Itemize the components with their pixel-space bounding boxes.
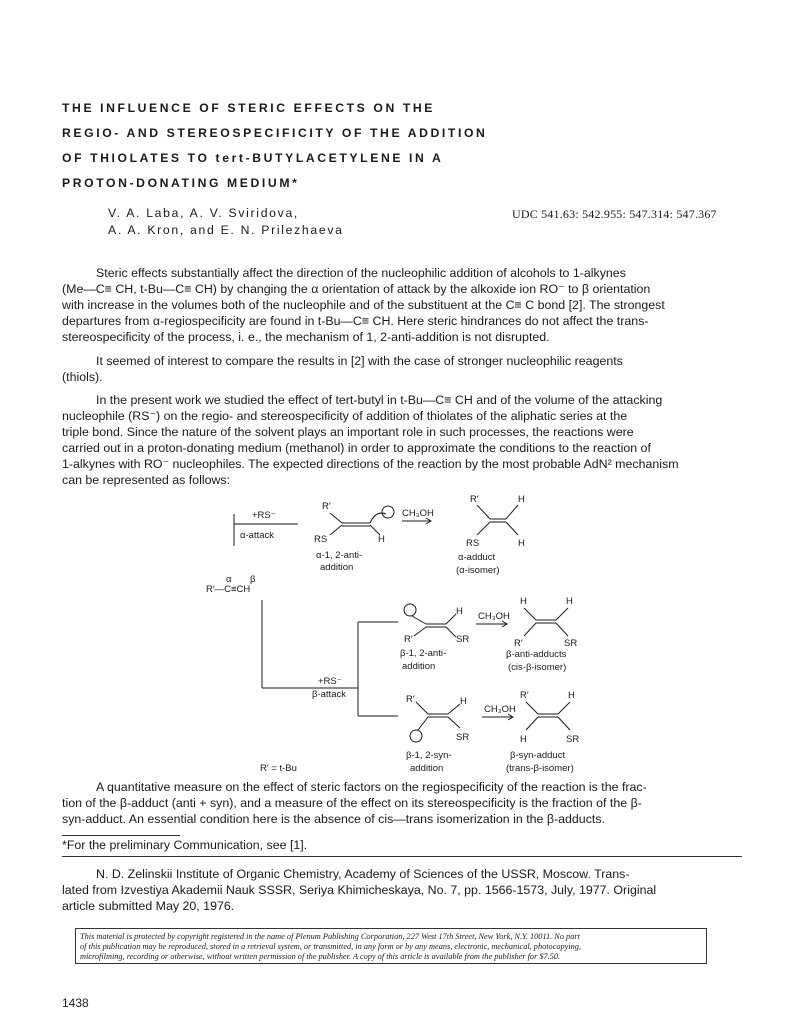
solvent-label: CH₃OH (478, 611, 510, 622)
atom-label: H (566, 596, 573, 607)
atom-label: H (378, 534, 385, 545)
atom-label: H (520, 596, 527, 607)
paragraph-2 (62, 354, 742, 386)
atom-label: RS (466, 538, 480, 549)
beta-reagent-label: +RS⁻ (318, 676, 342, 687)
text-line: (Me—C≡ CH, t-Bu—C≡ CH) by changing the α orientation of attack by the alkoxide ion RO⁻ to β orientation (62, 281, 651, 296)
alpha-adduct-label: α-adduct (458, 552, 496, 563)
beta-attack-label: β-attack (312, 689, 346, 700)
beta-syn-adduct-label: (trans-β-isomer) (506, 763, 574, 774)
paragraph-4 (62, 780, 742, 828)
atom-label: R′ (520, 690, 529, 701)
alpha-attack-label: α-attack (240, 530, 275, 541)
page-number: 1438 (62, 996, 89, 1010)
title-line: REGIO- AND STEREOSPECIFICITY OF THE ADDITION (62, 126, 488, 140)
solvent-label: CH₃OH (402, 508, 434, 519)
atom-label: H (456, 606, 463, 617)
atom-label: H (520, 734, 527, 745)
text-line: It seemed of interest to compare the results in [2] with the case of stronger nucleophilic reagents (96, 354, 623, 368)
text-line: Steric effects substantially affect the direction of the nucleophilic addition of alcohols to 1-alkynes (96, 266, 626, 280)
atom-label: R′ (514, 638, 523, 649)
atom-label: R′ (406, 694, 415, 705)
affiliation-line: N. D. Zelinskii Institute of Organic Chemistry, Academy of Sciences of the USSR, Moscow. Trans- (96, 867, 630, 881)
atom-label: R′ (404, 634, 413, 645)
beta-anti-adduct-label: β-anti-adducts (506, 649, 567, 660)
title-line: OF THIOLATES TO tert-BUTYLACETYLENE IN A (62, 151, 444, 165)
affiliation-line: lated from Izvestiya Akademii Nauk SSSR, Seriya Khimicheskaya, No. 7, pp. 1566-1573, July, 1977. Original (62, 883, 657, 897)
copyright-notice (75, 928, 707, 964)
solvent-label: CH₃OH (484, 704, 516, 715)
authors (108, 205, 344, 239)
section-divider (62, 856, 742, 857)
start-beta-label: β (250, 574, 256, 585)
copyright-line: of this publication may be reproduced, stored in a retrieval system, or transmitted, in any form or by any means, electronic, mechanical, photocopying, (80, 942, 582, 951)
atom-label: SR (564, 638, 578, 649)
author-line: A. A. Kron, and E. N. Prilezhaeva (108, 223, 344, 237)
r-definition: R′ = t-Bu (260, 763, 297, 774)
beta-anti-adduct-label: (cis-β-isomer) (508, 662, 567, 673)
atom-label: SR (456, 732, 470, 743)
text-line: triple bond. Since the nature of the solvent plays an important role in such processes, the reactions were (62, 424, 634, 439)
atom-label: R′ (470, 494, 479, 505)
text-line: (thiols). (62, 369, 103, 384)
text-line: with increase in the volumes both of the nucleophile and of the substituent at the C≡ C bond [2]. The strongest (62, 297, 665, 312)
atom-label: SR (456, 634, 470, 645)
author-line: V. A. Laba, A. V. Sviridova, (108, 206, 300, 220)
copyright-line: This material is protected by copyright registered in the name of Plenum Publishing Corporation, 227 West 17th Street, New York, N.Y. 10011. No part (80, 932, 580, 941)
beta-anti-ts-label: addition (402, 661, 436, 672)
beta-syn-ts-label: β-1, 2-syn- (406, 750, 452, 761)
reaction-scheme (180, 490, 600, 780)
beta-syn-adduct-label: β-syn-adduct (510, 750, 566, 761)
title-line: PROTON-DONATING MEDIUM* (62, 176, 300, 190)
affiliation-line: article submitted May 20, 1976. (62, 899, 235, 913)
text-line: tion of the β-adduct (anti + syn), and a measure of the effect on its stereospecificity is the fraction of the β- (62, 795, 642, 810)
atom-label: H (568, 690, 575, 701)
footnote: *For the preliminary Communication, see [1]. (62, 838, 308, 852)
atom-label: RS (314, 534, 328, 545)
atom-label: H (518, 494, 525, 505)
starting-material: R′—C≡CH (206, 584, 251, 595)
atom-label: SR (566, 734, 580, 745)
article-title (62, 96, 582, 196)
text-line: carried out in a proton-donating medium (methanol) in order to approximate the conditions to the reaction of (62, 440, 651, 455)
footnote-divider (62, 835, 180, 836)
alpha-ts-label: addition (320, 562, 354, 573)
copyright-line: microfilming, recording or otherwise, without written permission of the publisher. A copy of this article is available from the publisher for $7.50. (80, 952, 561, 961)
udc-code: UDC 541.63: 542.955: 547.314: 547.367 (512, 207, 717, 221)
text-line: nucleophile (RS⁻) on the regio- and stereospecificity of addition of thiolates of the aliphatic series at the (62, 408, 628, 423)
affiliation (62, 866, 742, 914)
paragraph-3 (62, 393, 742, 488)
beta-syn-ts-label: addition (410, 763, 444, 774)
text-line: departures from α-regiospecificity are found in t-Bu—C≡ CH. Here steric hindrances do not affect the trans- (62, 313, 649, 328)
atom-label: R′ (322, 501, 331, 512)
alpha-ts-label: α-1, 2-anti- (316, 550, 363, 561)
title-line: THE INFLUENCE OF STERIC EFFECTS ON THE (62, 101, 436, 115)
text-line: In the present work we studied the effect of tert-butyl in t-Bu—C≡ CH and of the volume of the attacking (96, 393, 663, 407)
text-line: stereospecificity of the process, i. e., the mechanism of 1, 2-anti-addition is not disrupted. (62, 329, 550, 344)
atom-label: H (460, 696, 467, 707)
atom-label: H (518, 538, 525, 549)
text-line: 1-alkynes with RO⁻ nucleophiles. The expected directions of the reaction by the most probable AdN² mechanism (62, 456, 679, 471)
beta-anti-ts-label: β-1, 2-anti- (400, 648, 447, 659)
text-line: syn-adduct. An essential condition here is the absence of cis—trans isomerization in the β-adducts. (62, 811, 605, 826)
text-line: A quantitative measure on the effect of steric factors on the regiospecificity of the reaction is the frac- (96, 780, 647, 794)
paragraph-1 (62, 266, 742, 346)
text-line: can be represented as follows: (62, 472, 231, 487)
start-alpha-label: α (226, 574, 232, 585)
alpha-reagent-label: +RS⁻ (252, 510, 276, 521)
alpha-adduct-label: (α-isomer) (456, 565, 500, 576)
